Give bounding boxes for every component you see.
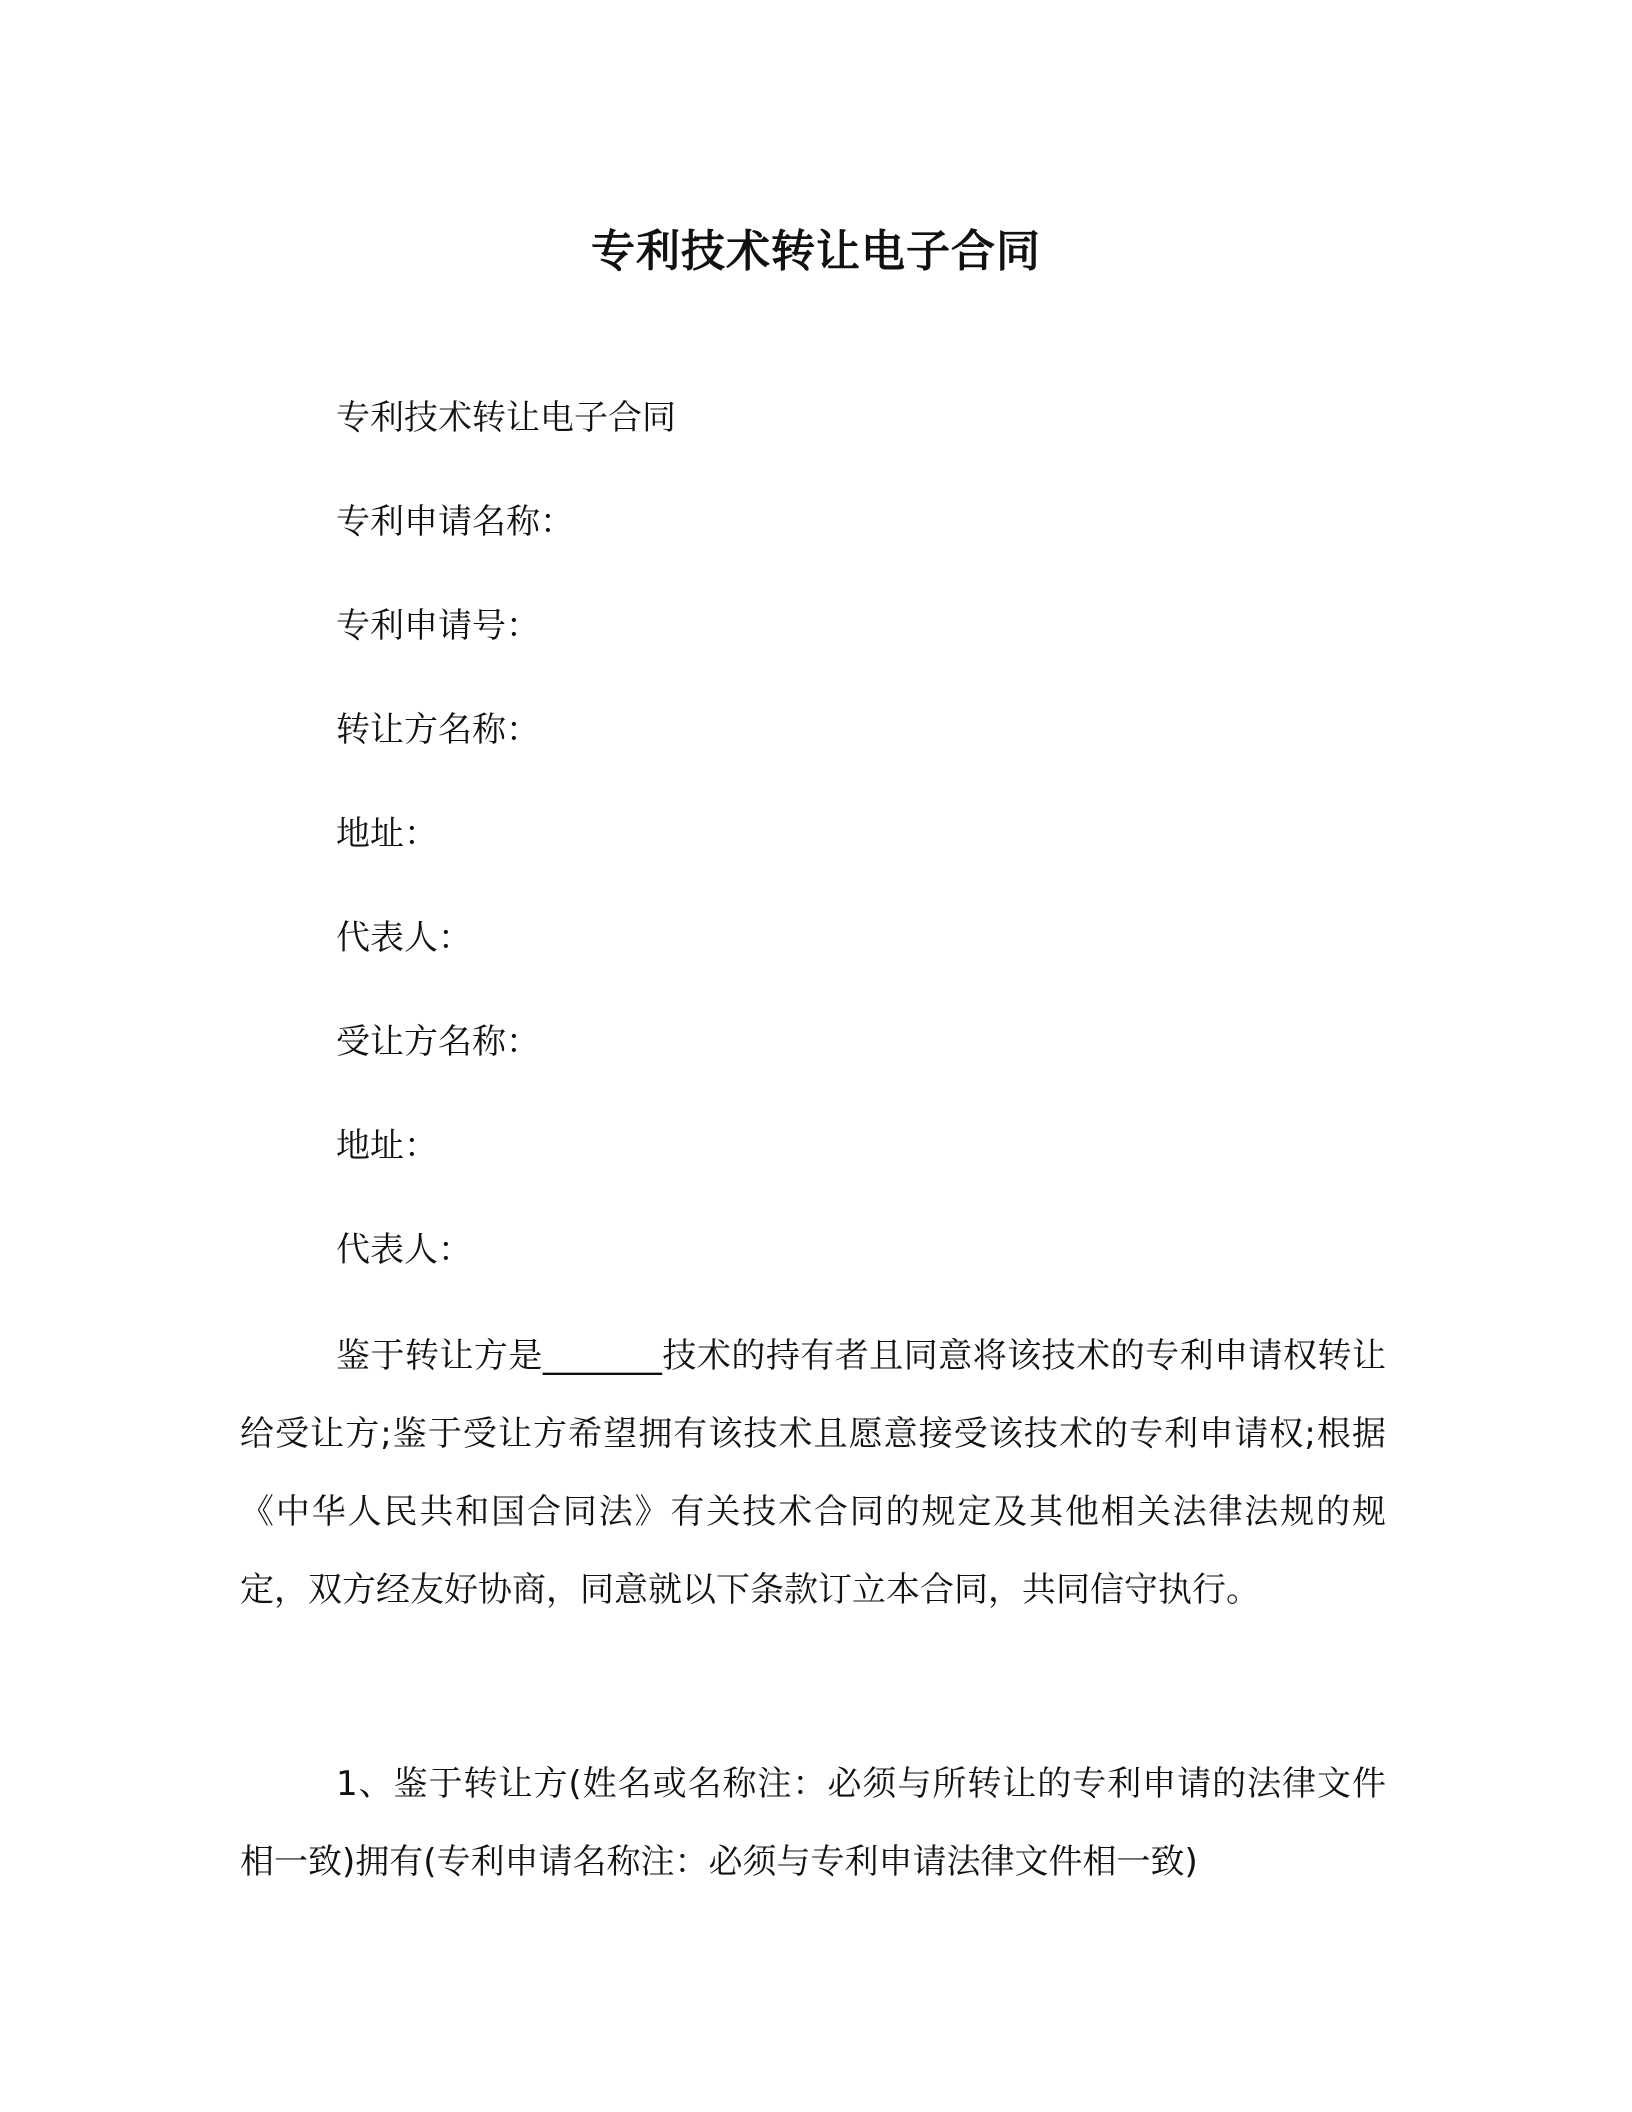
transferor-representative-label: 代表人： xyxy=(336,918,472,958)
clause-1-paragraph: 1、鉴于转让方(姓名或名称注：必须与所转让的专利申请的法律文件相一致)拥有(专利申请名称注：必须与专利申请法律文件相一致) xyxy=(240,1764,1386,1882)
patent-application-name-label: 专利申请名称： xyxy=(336,502,574,542)
transferee-address-label: 地址： xyxy=(336,1126,438,1166)
document-title: 专利技术转让电子合同 xyxy=(591,226,1041,277)
subtitle-line: 专利技术转让电子合同 xyxy=(336,398,676,438)
patent-application-number-label: 专利申请号： xyxy=(336,606,540,646)
transferee-name-label: 受让方名称： xyxy=(336,1022,540,1062)
recital-paragraph: 鉴于转让方是_______技术的持有者且同意将该技术的专利申请权转让给受让方;鉴于受让方希望拥有该技术且愿意接受该技术的专利申请权;根据《中华人民共和国合同法》有关技术合同的规定及其他相关法律法规的规定，双方经友好协商，同意就以下条款订立本合同，共同信守执行。 xyxy=(240,1336,1386,1610)
contract-fields xyxy=(336,392,1436,1328)
transferee-representative-label: 代表人： xyxy=(336,1230,472,1270)
transferor-address-label: 地址： xyxy=(336,814,438,854)
transferor-name-label: 转让方名称： xyxy=(336,710,540,750)
